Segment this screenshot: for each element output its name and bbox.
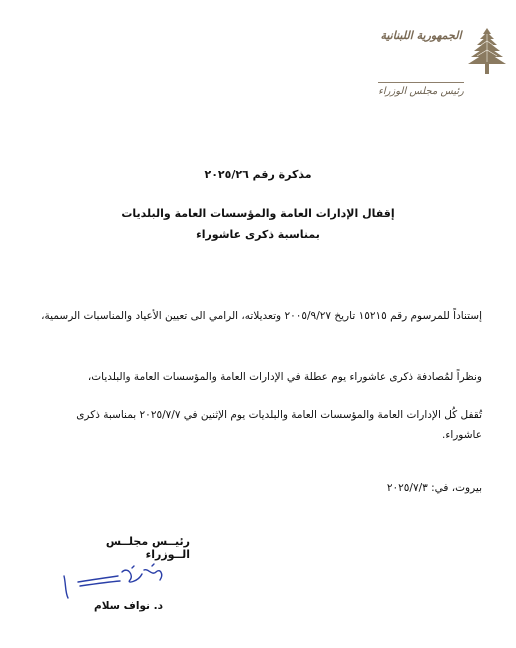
memo-subject-line-1: إقفال الإدارات العامة والمؤسسات العامة والبلديات	[121, 207, 395, 220]
lebanese-cedar-icon	[466, 26, 508, 78]
letterhead-divider	[378, 82, 464, 83]
memo-subject-line-2: بمناسبة ذكرى عاشوراء	[196, 228, 320, 241]
letterhead	[378, 22, 508, 108]
body-paragraph-2: ونظراً لمُصادفة ذكرى عاشوراء يوم عطلة في الإدارات العامة والمؤسسات العامة والبلديات،	[87, 371, 482, 383]
signatory-title: رئيــس مجلــس الــوزراء	[105, 535, 190, 561]
signatory-name: د. نواف سلام	[94, 600, 164, 612]
handwritten-signature	[60, 562, 170, 602]
letterhead-office: رئيس مجلس الوزراء	[378, 86, 464, 97]
memo-number: مذكرة رقم ٢٠٢٥/٢٦	[204, 168, 312, 181]
letterhead-calligraphy: الجمهورية اللبنانية	[380, 29, 462, 42]
body-paragraph-1: إستناداً للمرسوم رقم ١٥٢١٥ تاريخ ٢٠٠٥/٩/٢٧ وتعديلاته، الرامي الى تعيين الأعياد والمناسبات الرسمية،	[41, 310, 482, 322]
date-line: بيروت، في: ٢٠٢٥/٧/٣	[386, 482, 482, 494]
body-paragraph-3: تُقفل كُل الإدارات العامة والمؤسسات العامة والبلديات يوم الإثنين في ٢٠٢٥/٧/٧ بمناسبة ذكرى عاشوراء.	[76, 409, 482, 441]
